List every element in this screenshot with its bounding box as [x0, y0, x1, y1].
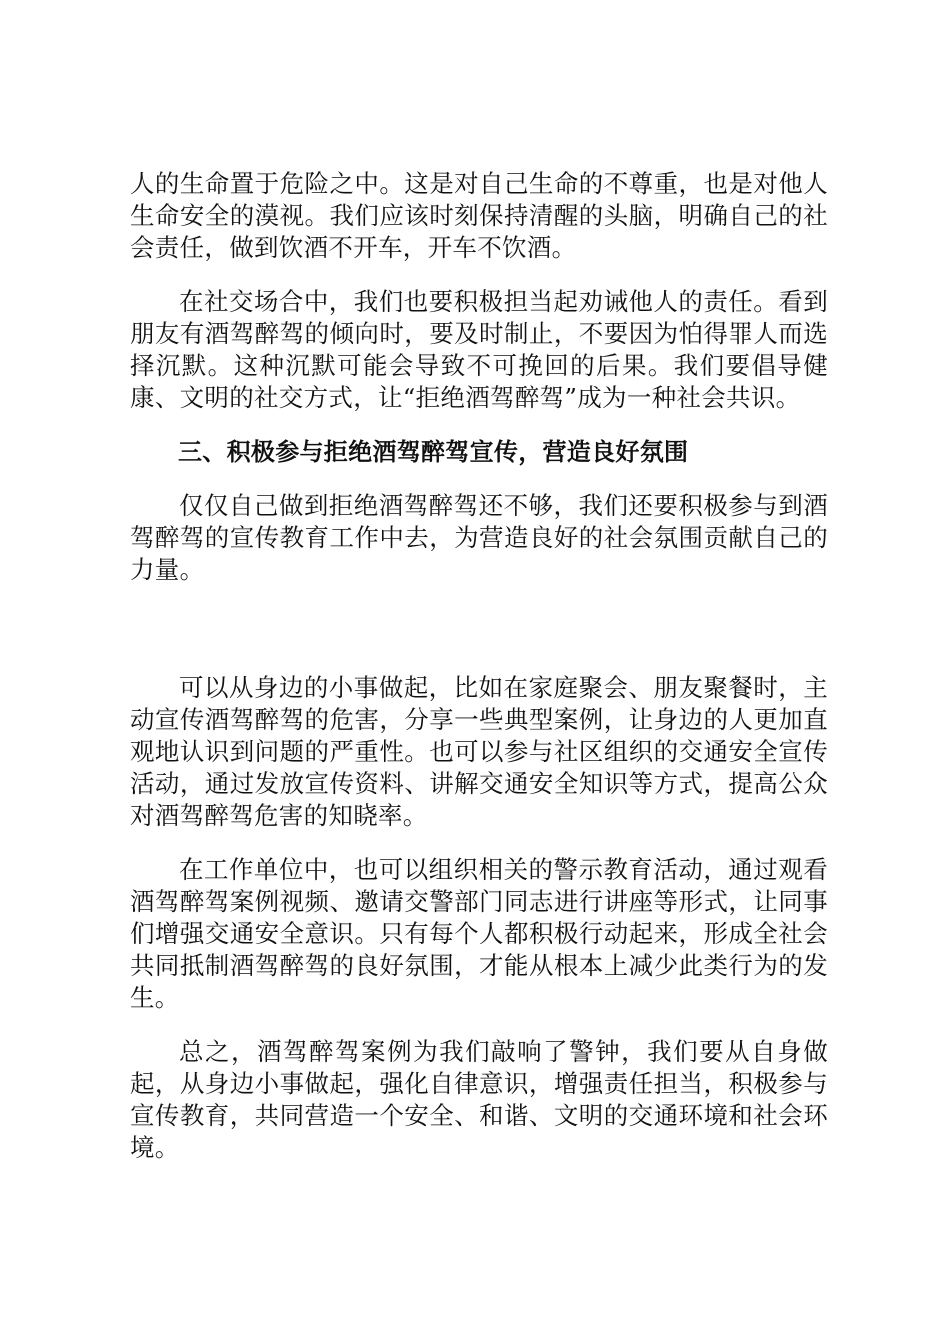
paragraph-conclusion: 总之，酒驾醉驾案例为我们敲响了警钟，我们要从自身做起，从身边小事做起，强化自律意识，增强责任担当，积极参与宣传教育，共同营造一个安全、和谐、文明的交通环境和社会环境。: [130, 1037, 828, 1162]
paragraph-continuation: 人的生命置于危险之中。这是对自己生命的不尊重，也是对他人生命安全的漠视。我们应该时刻保持清醒的头脑，明确自己的社会责任，做到饮酒不开车，开车不饮酒。: [130, 169, 828, 262]
section-heading-3: 三、积极参与拒绝酒驾醉驾宣传，营造良好氛围: [178, 438, 689, 466]
paragraph-social-responsibility: 在社交场合中，我们也要积极担当起劝诫他人的责任。看到朋友有酒驾醉驾的倾向时，要及时制止，不要因为怕得罪人而选择沉默。这种沉默可能会导致不可挽回的后果。我们要倡导健康、文明的社交方式，让“拒绝酒驾醉驾”成为一种社会共识。: [130, 287, 828, 412]
paragraph-small-things: 可以从身边的小事做起，比如在家庭聚会、朋友聚餐时，主动宣传酒驾醉驾的危害，分享一些典型案例，让身边的人更加直观地认识到问题的严重性。也可以参与社区组织的交通安全宣传活动，通过发放宣传资料、讲解交通安全知识等方式，提高公众对酒驾醉驾危害的知晓率。: [130, 673, 828, 830]
paragraph-workplace: 在工作单位中，也可以组织相关的警示教育活动，通过观看酒驾醉驾案例视频、邀请交警部门同志进行讲座等形式，让同事们增强交通安全意识。只有每个人都积极行动起来，形成全社会共同抵制酒驾醉驾的良好氛围，才能从根本上减少此类行为的发生。: [130, 855, 828, 1012]
blank-space: [130, 608, 828, 672]
paragraph-participate: 仅仅自己做到拒绝酒驾醉驾还不够，我们还要积极参与到酒驾醉驾的宣传教育工作中去，为营造良好的社会氛围贡献自己的力量。: [130, 491, 828, 584]
document-body: [130, 168, 828, 1186]
